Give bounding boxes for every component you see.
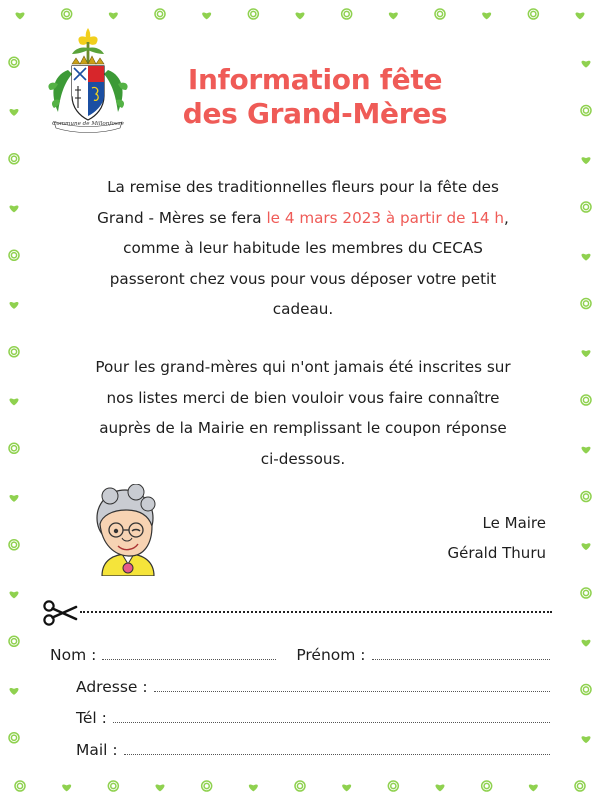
paragraph-line: auprès de la Mairie en remplissant le coupon réponse (99, 419, 507, 437)
border-swirl (581, 588, 591, 598)
border-swirl (482, 781, 492, 791)
border-swirl (528, 9, 538, 19)
border-swirl (9, 443, 19, 453)
prenom-label: Prénom : (296, 646, 366, 664)
adresse-label: Adresse : (76, 678, 148, 696)
title-line-2: des Grand-Mères (182, 97, 448, 130)
border-swirl (9, 347, 19, 357)
border-swirl (202, 781, 212, 791)
border-swirl (9, 154, 19, 164)
border-swirl (581, 395, 591, 405)
paragraph-line: ci-dessous. (260, 449, 346, 468)
border-heart (10, 302, 19, 309)
announcement-paragraph (58, 172, 548, 325)
paragraph-line (58, 203, 548, 234)
border-heart (582, 447, 591, 454)
border-heart (582, 61, 591, 68)
logo-caption: Commune de Millonfosse (52, 121, 124, 127)
border-swirl (9, 57, 19, 67)
border-swirl (9, 636, 19, 646)
event-date-highlight: le 4 mars 2023 à partir de 14 h (266, 208, 505, 227)
adresse-field[interactable] (154, 690, 550, 692)
border-swirl (435, 9, 445, 19)
border-heart (10, 495, 19, 502)
coupon-row-address (76, 678, 550, 696)
paragraph-text: , (504, 208, 509, 227)
border-heart (109, 12, 118, 19)
border-swirl (155, 9, 165, 19)
border-heart (156, 784, 165, 791)
border-swirl (581, 202, 591, 212)
border-swirl (9, 540, 19, 550)
border-heart (10, 109, 19, 116)
paragraph-text: Grand - Mères se fera (97, 208, 267, 227)
border-heart (10, 398, 19, 405)
paragraph-line: passeront chez vous pour vous déposer votre petit (109, 269, 497, 288)
border-swirl (388, 781, 398, 791)
border-heart (582, 543, 591, 550)
border-swirl (295, 781, 305, 791)
border-swirl (248, 9, 258, 19)
border-heart (10, 688, 19, 695)
signature-role: Le Maire (482, 514, 546, 532)
coupon-row-phone (76, 709, 550, 727)
border-swirl (342, 9, 352, 19)
border-heart (342, 784, 351, 791)
border-heart (582, 254, 591, 261)
border-heart (249, 784, 258, 791)
border-swirl (9, 250, 19, 260)
border-swirl (581, 492, 591, 502)
border-heart (62, 784, 71, 791)
mail-label: Mail : (76, 741, 118, 759)
nom-label: Nom : (50, 646, 97, 664)
paragraph-line: comme à leur habitude les membres du CECAS (123, 239, 483, 257)
border-heart (576, 12, 585, 19)
page-title (150, 63, 480, 131)
prenom-field[interactable] (372, 658, 550, 660)
border-heart (10, 591, 19, 598)
border-swirl (108, 781, 118, 791)
title-line-1: Information fête (187, 63, 443, 96)
registration-paragraph (58, 352, 548, 474)
border-swirl (575, 781, 585, 791)
border-heart (389, 12, 398, 19)
coupon-row-names (50, 646, 550, 664)
border-heart (16, 12, 25, 19)
border-heart (529, 784, 538, 791)
border-heart (296, 12, 305, 19)
border-heart (436, 784, 445, 791)
border-heart (582, 640, 591, 647)
border-swirl (581, 685, 591, 695)
border-heart (202, 12, 211, 19)
border-heart (482, 12, 491, 19)
dotted-cut-line (80, 611, 552, 613)
coat-of-arms-logo (44, 24, 132, 136)
border-heart (10, 205, 19, 212)
border-swirl (9, 733, 19, 743)
signature-block (447, 508, 546, 568)
paragraph-line: Pour les grand-mères qui n'ont jamais été inscrites sur (95, 358, 511, 376)
paragraph-line: cadeau. (272, 300, 334, 318)
coupon-row-mail (76, 741, 550, 759)
scissors-icon (42, 600, 78, 626)
border-heart (582, 157, 591, 164)
grandmother-illustration (92, 484, 162, 576)
cut-line (42, 600, 552, 626)
border-swirl (62, 9, 72, 19)
signature-name: Gérald Thuru (447, 544, 546, 562)
paragraph-line: nos listes merci de bien vouloir vous faire connaître (106, 388, 500, 407)
mail-field[interactable] (124, 753, 550, 755)
border-heart (582, 736, 591, 743)
nom-field[interactable] (102, 658, 276, 660)
border-swirl (581, 299, 591, 309)
border-heart (582, 350, 591, 357)
paragraph-line: La remise des traditionnelles fleurs pour la fête des (107, 178, 499, 196)
tel-field[interactable] (113, 721, 550, 723)
border-swirl (581, 106, 591, 116)
tel-label: Tél : (76, 709, 107, 727)
border-swirl (15, 781, 25, 791)
